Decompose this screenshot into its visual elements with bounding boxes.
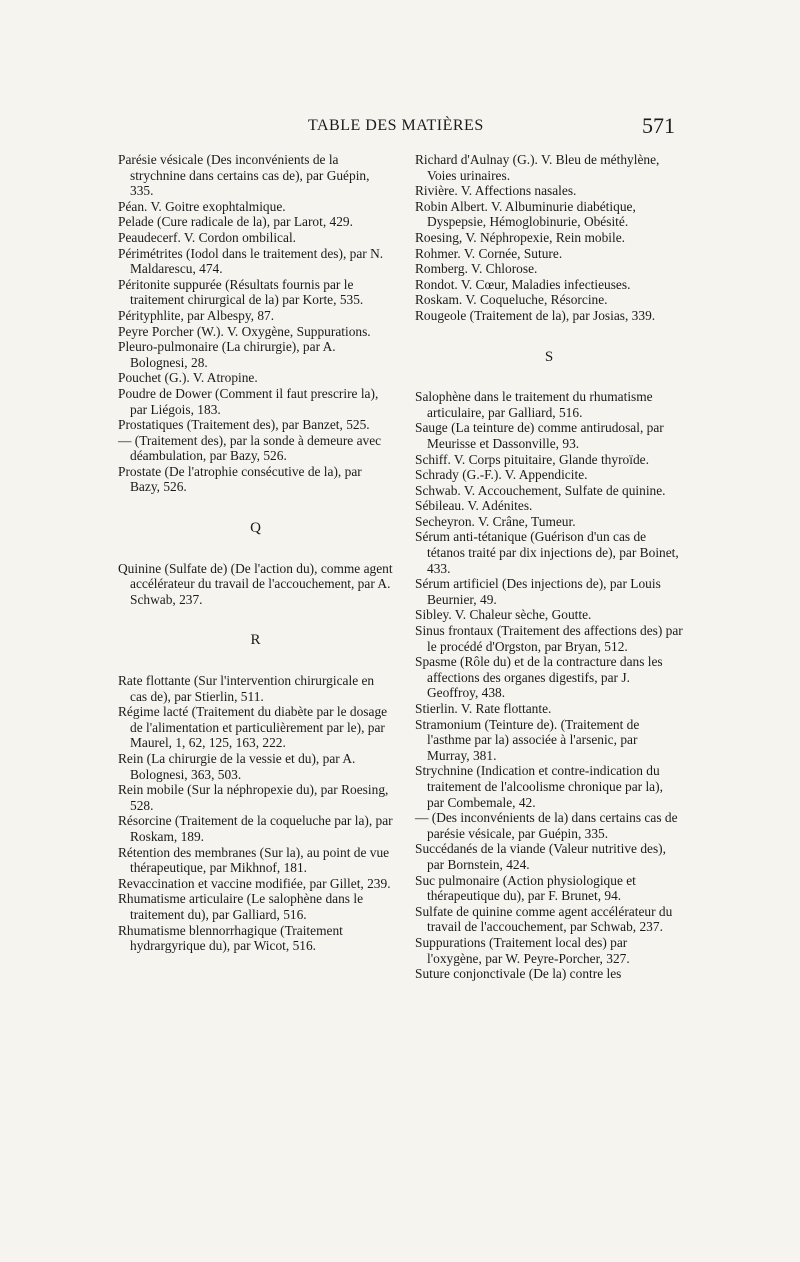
index-entry: Sinus frontaux (Traitement des affections des) par le procédé d'Orgston, par Bryan, 512.: [415, 623, 683, 654]
index-entry: Périmétrites (Iodol dans le traitement des), par N. Maldarescu, 474.: [118, 245, 384, 277]
index-entry: Spasme (Rôle du) et de la contracture dans les affections des organes digestifs, par J. Geoffroy, 438.: [415, 654, 663, 701]
index-entry: Secheyron. V. Crâne, Tumeur.: [415, 513, 576, 529]
index-entry: Rhumatisme articulaire (Le salophène dans le traitement du), par Galliard, 516.: [118, 891, 364, 922]
index-entry: Rivière. V. Affections nasales.: [415, 183, 577, 199]
index-entry: Régime lacté (Traitement du diabète par le dosage de l'alimentation et particulièrement par le), par Maurel, 1, 62, 125, 163, 222.: [118, 704, 388, 751]
index-entry: Succédanés de la viande (Valeur nutritive des), par Bornstein, 424.: [415, 841, 666, 872]
index-entry: Romberg. V. Chlorose.: [415, 261, 538, 277]
index-entry: Rétention des membranes (Sur la), au point de vue thérapeutique, par Mikhnof, 181.: [118, 844, 390, 876]
index-entry: Revaccination et vaccine modifiée, par Gillet, 239.: [118, 875, 391, 891]
index-entry: Poudre de Dower (Comment il faut prescrire la), par Liégois, 183.: [118, 385, 379, 417]
index-entry: Strychnine (Indication et contre-indication du traitement de l'alcoolisme chronique par la), par Combemale, 42.: [415, 763, 663, 810]
section-letter-q: Q: [250, 520, 261, 537]
section-letter-s: S: [544, 348, 554, 365]
index-entry: Sibley. V. Chaleur sèche, Goutte.: [415, 607, 592, 623]
index-entry: Pouchet (G.). V. Atropine.: [118, 370, 258, 386]
index-entry: Suc pulmonaire (Action physiologique et thérapeutique du), par F. Brunet, 94.: [415, 872, 636, 904]
left-entries-p: [118, 152, 393, 495]
right-entries-s: [415, 389, 683, 982]
index-entry: Peaudecerf. V. Cordon ombilical.: [118, 229, 297, 245]
page-header: [0, 113, 800, 143]
index-entry: Richard d'Aulnay (G.). V. Bleu de méthylène, Voies urinaires.: [415, 152, 660, 183]
index-entry: Résorcine (Traitement de la coqueluche par la), par Roskam, 189.: [118, 813, 393, 844]
right-entries-r: [415, 152, 683, 324]
index-entry: Rein (La chirurgie de la vessie et du), par A. Bolognesi, 363, 503.: [118, 751, 356, 782]
index-entry: — (Traitement des), par la sonde à demeure avec déambulation, par Bazy, 526.: [118, 432, 382, 464]
index-entry: Rate flottante (Sur l'intervention chirurgicale en cas de), par Stierlin, 511.: [118, 673, 375, 704]
index-entry: Péritonite suppurée (Résultats fournis par le traitement chirurgical de la) par Korte, 535.: [118, 276, 364, 308]
index-entry: Rohmer. V. Cornée, Suture.: [415, 245, 563, 261]
index-entry: Sébileau. V. Adénites.: [415, 498, 533, 514]
index-entry: Sauge (La teinture de) comme antirudosal, par Meurisse et Dassonville, 93.: [415, 420, 664, 451]
index-entry: Pérityphlite, par Albespy, 87.: [118, 307, 275, 323]
index-entry: Schrady (G.-F.). V. Appendicite.: [415, 467, 588, 483]
index-entry: Rhumatisme blennorrhagique (Traitement hydrargyrique du), par Wicot, 516.: [118, 922, 343, 954]
index-entry: Parésie vésicale (Des inconvénients de la strychnine dans certains cas de), par Guépin, 335.: [118, 152, 370, 199]
page-title: TABLE DES MATIÈRES: [308, 117, 484, 134]
index-entry: Prostate (De l'atrophie consécutive de la), par Bazy, 526.: [118, 463, 362, 495]
index-entry: Rougeole (Traitement de la), par Josias, 339.: [415, 307, 656, 323]
left-entries-q: [118, 561, 393, 608]
left-column: [118, 152, 393, 954]
index-entry: Salophène dans le traitement du rhumatisme articulaire, par Galliard, 516.: [415, 389, 653, 420]
index-entry: Rondot. V. Cœur, Maladies infectieuses.: [415, 276, 631, 292]
index-entry: Stramonium (Teinture de). (Traitement de l'asthme par la) associée à l'arsenic, par Murray, 381.: [415, 716, 640, 763]
index-entry: Stierlin. V. Rate flottante.: [415, 701, 552, 716]
index-entry: Suppurations (Traitement local des) par l'oxygène, par W. Peyre-Porcher, 327.: [415, 934, 630, 966]
index-entry: Prostatiques (Traitement des), par Banzet, 525.: [118, 417, 370, 433]
index-entry: Schiff. V. Corps pituitaire, Glande thyroïde.: [415, 451, 649, 467]
index-entry: Quinine (Sulfate de) (De l'action du), comme agent accélérateur du travail de l'accouchement, par A. Schwab, 237.: [118, 560, 393, 607]
index-entry: Péan. V. Goitre exophtalmique.: [118, 198, 286, 214]
index-entry: Sérum anti-tétanique (Guérison d'un cas de tétanos traité par dix injections de), par Boinet, 433.: [415, 529, 679, 576]
right-column: [415, 152, 683, 982]
index-entry: Rein mobile (Sur la néphropexie du), par Roesing, 528.: [118, 782, 389, 813]
index-entry: Suture conjonctivale (De la) contre les: [415, 966, 622, 982]
section-letter-r: R: [250, 632, 261, 649]
index-entry: Pelade (Cure radicale de la), par Larot, 429.: [118, 214, 353, 230]
index-entry: Sulfate de quinine comme agent accélérateur du travail de l'accouchement, par Schwab, 237.: [415, 903, 673, 935]
index-entry: Robin Albert. V. Albuminurie diabétique, Dyspepsie, Hémoglobinurie, Obésité.: [415, 198, 636, 230]
index-entry: Peyre Porcher (W.). V. Oxygène, Suppurations.: [118, 323, 371, 339]
index-entry: — (Des inconvénients de la) dans certains cas de parésie vésicale, par Guépin, 335.: [415, 810, 678, 841]
index-entry: Schwab. V. Accouchement, Sulfate de quinine.: [415, 482, 666, 498]
index-entry: Roesing, V. Néphropexie, Rein mobile.: [415, 229, 626, 245]
index-entry: Roskam. V. Coqueluche, Résorcine.: [415, 292, 608, 308]
page-number: 571: [642, 113, 675, 138]
left-entries-r: [118, 673, 393, 954]
index-entry: Sérum artificiel (Des injections de), par Louis Beurnier, 49.: [415, 576, 661, 607]
index-entry: Pleuro-pulmonaire (La chirurgie), par A. Bolognesi, 28.: [118, 339, 336, 370]
